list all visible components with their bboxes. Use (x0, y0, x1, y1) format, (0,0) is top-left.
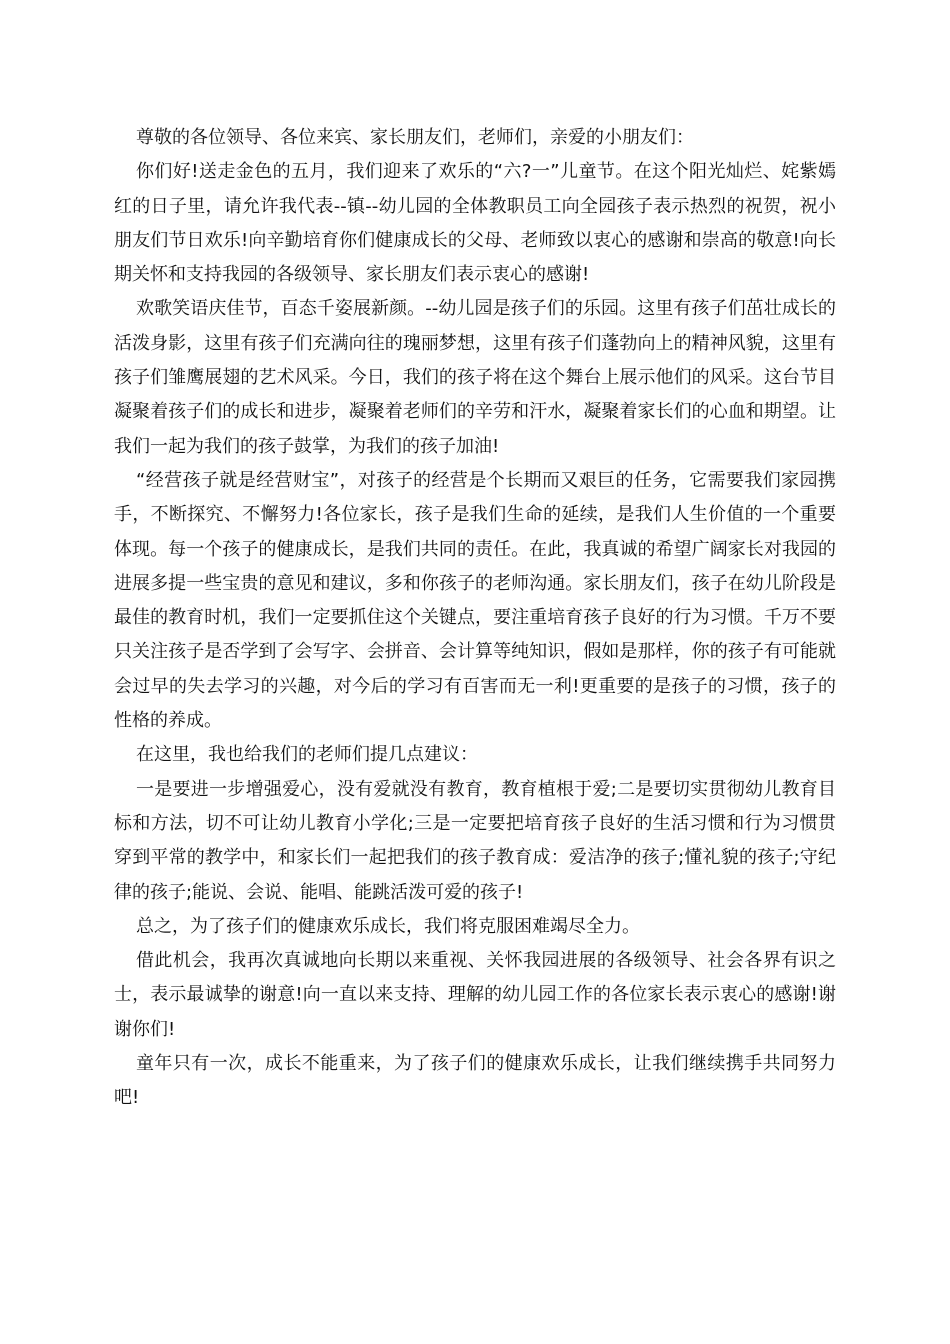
paragraph-summary: 总之，为了孩子们的健康欢乐成长，我们将克服困难竭尽全力。 (136, 915, 640, 937)
paragraph-parents: “经营孩子就是经营财宝”，对孩子的经营是个长期而又艰巨的任务，它需要我们家园携手，不断探究、不懈努力!各位家长，孩子是我们生命的延续，是我们人生价值的一个重要体现。每一个孩子的健康成长，是我们共同的责任。在此，我真诚的希望广阔家长对我园的进展多提一些宝贵的意见和建议，多和你孩子的老师沟通。家长朋友们，孩子在幼儿阶段是最佳的教育时机，我们一定要抓住这个关键点，要注重培育孩子良好的行为习惯。千万不要只关注孩子是否学到了会写字、会拼音、会计算等纯知识，假如是那样，你的孩子有可能就会过早的失去学习的兴趣，对今后的学习有百害而无一利!更重要的是孩子的习惯，孩子的性格的养成。 (114, 469, 836, 732)
paragraph-greeting: 尊敬的各位领导、各位来宾、家长朋友们，老师们，亲爱的小朋友们： (136, 127, 694, 148)
paragraph-thanks: 借此机会，我再次真诚地向长期以来重视、关怀我园进展的各级领导、社会各界有识之士，表示最诚挚的谢意!向一直以来支持、理解的幼儿园工作的各位家长表示衷心的感谢!谢谢你们! (114, 950, 836, 1040)
paragraph-teachers-intro: 在这里，我也给我们的老师们提几点建议： (136, 744, 478, 766)
paragraph-welcome: 你们好!送走金色的五月，我们迎来了欢乐的“六?一”儿童节。在这个阳光灿烂、姹紫嫣红的日子里，请允许我代表--镇--幼儿园的全体教职员工向全园孩子表示热烈的祝贺，祝小朋友们节日欢乐!向辛勤培育你们健康成长的父母、老师致以衷心的感谢和崇高的敬意!向长期关怀和支持我园的各级领导、家长朋友们表示衷心的感谢! (114, 161, 836, 286)
paragraph-closing: 童年只有一次，成长不能重来，为了孩子们的健康欢乐成长，让我们继续携手共同努力吧! (114, 1053, 836, 1109)
paragraph-suggestions: 一是要进一步增强爱心，没有爱就没有教育，教育植根于爱;二是要切实贯彻幼儿教育目标和方法，切不可让幼儿教育小学化;三是一定要把培育孩子良好的生活习惯和行为习惯贯穿到平常的教学中，和家长们一起把我们的孩子教育成：爱洁净的孩子;懂礼貌的孩子;守纪律的孩子;能说、会说、能唱、能跳活泼可爱的孩子! (114, 778, 836, 903)
paragraph-celebration: 欢歌笑语庆佳节，百态千姿展新颜。--幼儿园是孩子们的乐园。这里有孩子们茁壮成长的活泼身影，这里有孩子们充满向往的瑰丽梦想，这里有孩子们蓬勃向上的精神风貌，这里有孩子们雏鹰展翅的艺术风采。今日，我们的孩子将在这个舞台上展示他们的风采。这台节目凝聚着孩子们的成长和进步，凝聚着老师们的辛劳和汗水，凝聚着家长们的心血和期望。让我们一起为我们的孩子鼓掌，为我们的孩子加油! (114, 298, 836, 457)
document-body (114, 121, 836, 1116)
